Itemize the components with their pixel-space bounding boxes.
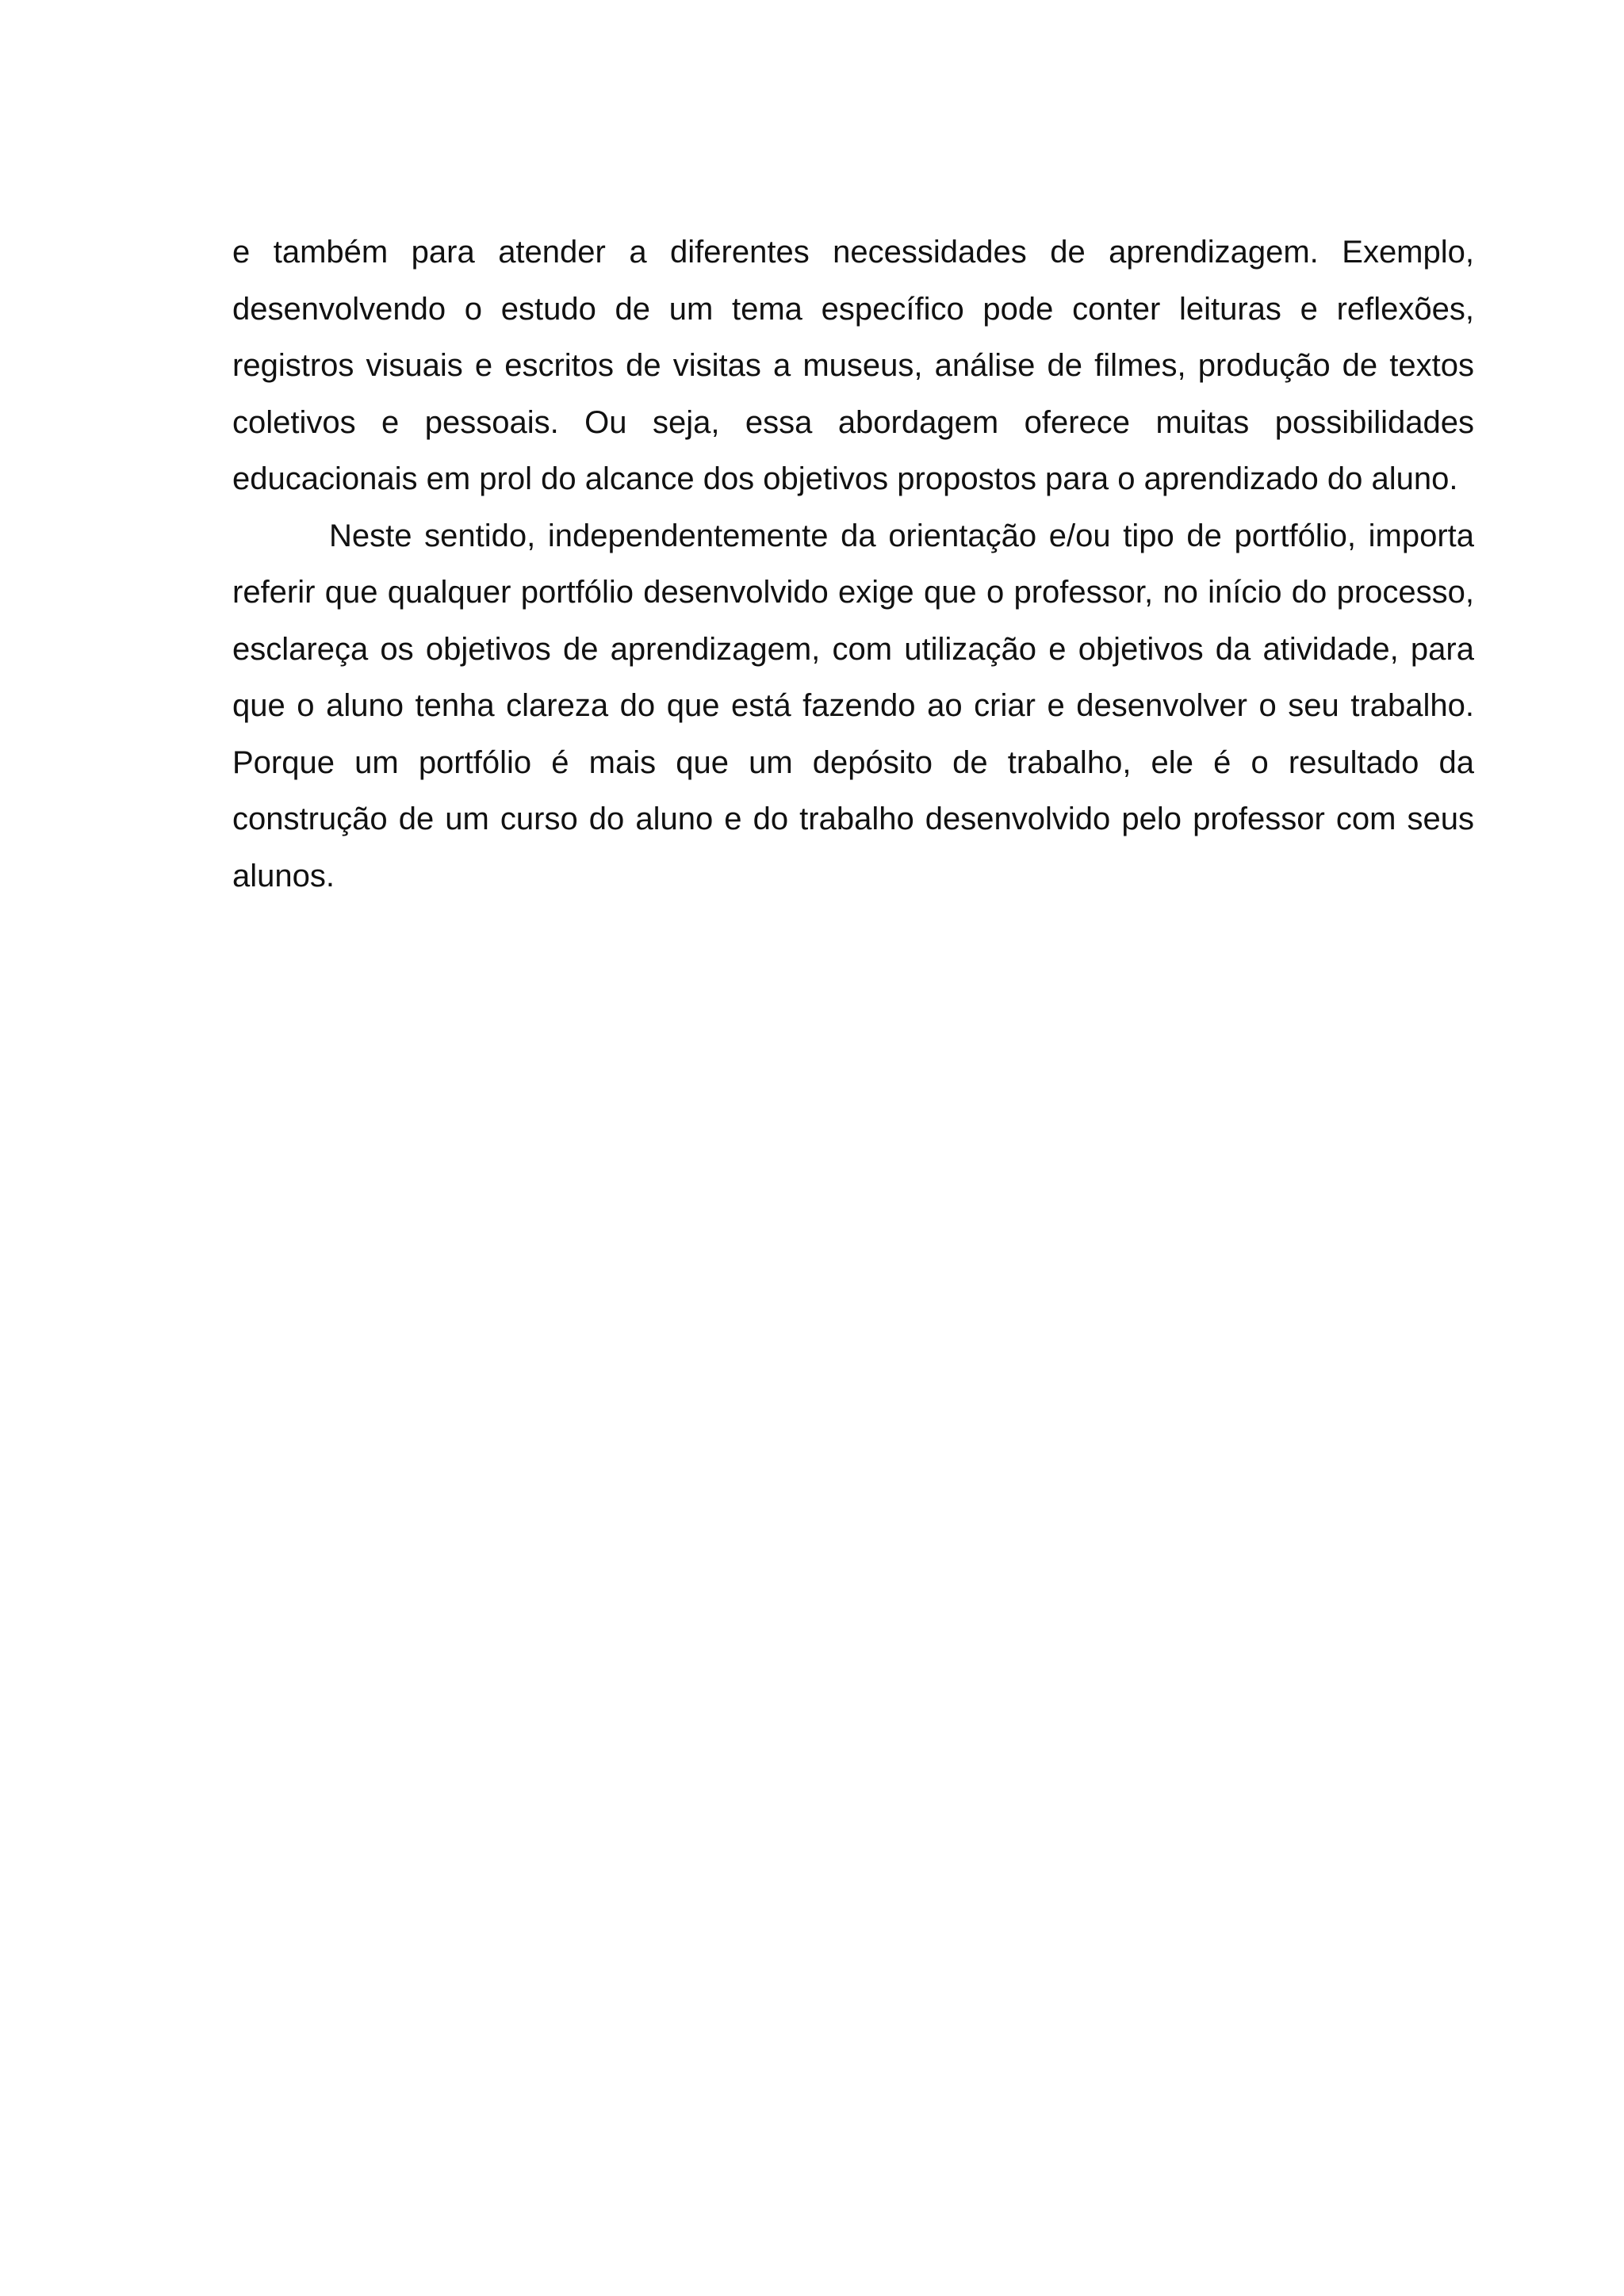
paragraph-continuation: e também para atender a diferentes necessidades de aprendizagem. Exemplo, desenvolvendo o estudo de um tema específico pode conter leituras e reflexões, registros visuais e escritos de visitas a museus, análise de filmes, produção de textos coletivos e pessoais. Ou seja, essa abordagem oferece muitas possibilidades educacionais em prol do alcance dos objetivos propostos para o aprendizado do aluno. — [232, 235, 1474, 496]
paragraph-portfolio-objectives: Neste sentido, independentemente da orientação e/ou tipo de portfólio, importa referir que qualquer portfólio desenvolvido exige que o professor, no início do processo, esclareça os objetivos de aprendizagem, com utilização e objetivos da atividade, para que o aluno tenha clareza do que está fazendo ao criar e desenvolver o seu trabalho. Porque um portfólio é mais que um depósito de trabalho, ele é o resultado da construção de um curso do aluno e do trabalho desenvolvido pelo professor com seus alunos. — [232, 518, 1474, 894]
body-text — [232, 224, 1474, 905]
